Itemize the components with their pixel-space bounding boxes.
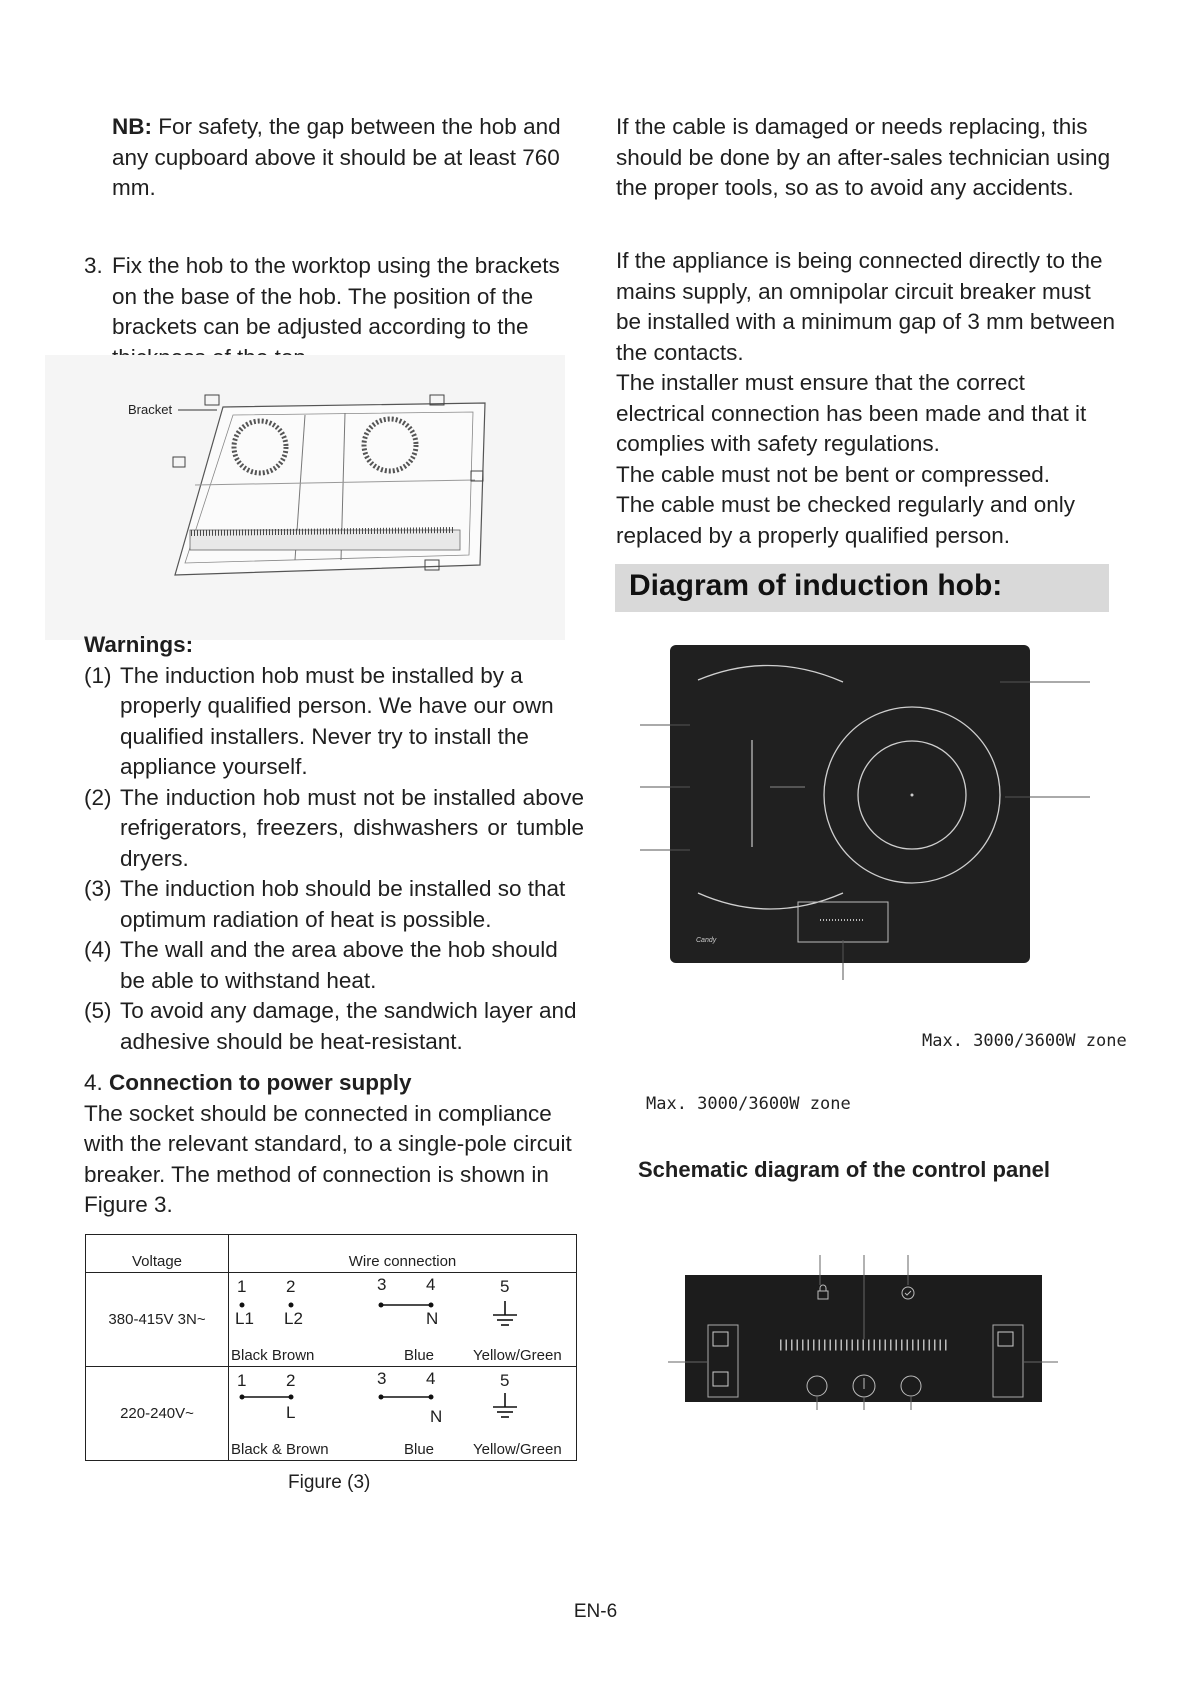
installer-text: The installer must ensure that the correct electrical connection has been made and that it complies with safety regulations. <box>616 370 1087 456</box>
wire-color-label: Yellow/Green <box>473 1347 562 1364</box>
nb-label: NB: <box>112 114 152 139</box>
warning-item <box>84 935 584 996</box>
wire-color-label: Yellow/Green <box>473 1441 562 1458</box>
terminal-number: 1 <box>237 1371 247 1390</box>
cable-paragraph <box>616 112 1116 204</box>
page-number: EN-6 <box>573 1601 618 1622</box>
warning-number: (3) <box>84 876 112 901</box>
terminal-l2: L2 <box>284 1309 303 1328</box>
mains-paragraphs <box>616 246 1116 551</box>
terminal-number: 5 <box>500 1277 510 1296</box>
bracket-label: Bracket <box>128 402 173 417</box>
bend-text: The cable must not be bent or compressed. <box>616 461 1050 487</box>
diagram-heading-box <box>615 564 1109 612</box>
warning-text: The induction hob should be installed so that optimum radiation of heat is possible. <box>120 876 566 932</box>
terminal-number: 5 <box>500 1371 510 1390</box>
warnings-title: Warnings: <box>84 632 194 657</box>
terminal-number: 4 <box>426 1369 436 1388</box>
step-4 <box>84 1068 584 1221</box>
warning-text: The induction hob must not be installed above refrigerators, freezers, dishwashers or tumble dryers. <box>120 784 584 871</box>
terminal-number: 3 <box>377 1369 387 1388</box>
diagram-heading: Diagram of induction hob: <box>629 569 1003 602</box>
voltage-header: Voltage <box>86 1235 229 1273</box>
warning-number: (5) <box>84 998 112 1023</box>
warnings-section <box>84 630 584 1057</box>
wire-color-label: Black & Brown <box>231 1441 329 1458</box>
voltage-220: 220-240V~ <box>86 1367 229 1461</box>
control-panel-diagram <box>668 1255 1058 1410</box>
step-4-title: Connection to power supply <box>109 1070 412 1095</box>
terminal-l: L <box>286 1403 296 1422</box>
terminal-number: 2 <box>286 1277 296 1296</box>
ground-icon <box>493 1393 517 1417</box>
hob-diagram <box>640 640 1100 985</box>
control-panel-heading: Schematic diagram of the control panel <box>638 1157 1050 1182</box>
nb-paragraph <box>84 112 584 204</box>
terminal-number: 2 <box>286 1371 296 1390</box>
warning-number: (2) <box>84 784 112 810</box>
check-text: The cable must be checked regularly and only replaced by a properly qualified person. <box>616 492 1076 548</box>
terminal-n: N <box>430 1407 443 1426</box>
wire-color-label: Blue <box>404 1347 435 1364</box>
terminal-number: 4 <box>426 1275 436 1294</box>
terminal-number: 3 <box>377 1275 387 1294</box>
warning-item <box>84 874 584 935</box>
wire-connection-table <box>85 1234 577 1461</box>
wire-header: Wire connection <box>229 1235 577 1273</box>
step-4-number: 4. <box>84 1070 103 1095</box>
warning-text: To avoid any damage, the sandwich layer and adhesive should be heat-resistant. <box>120 998 577 1054</box>
breaker-text: If the appliance is being connected directly to the mains supply, an omnipolar circuit breaker must be installed with a minimum gap of 3 mm between the contacts. <box>616 248 1115 365</box>
warning-text: The wall and the area above the hob should be able to withstand heat. <box>120 937 558 993</box>
terminal-n: N <box>426 1309 439 1328</box>
brand-logo: Candy <box>696 937 717 944</box>
nb-text: For safety, the gap between the hob and any cupboard above it should be at least 760 mm. <box>112 114 561 200</box>
warning-number: (1) <box>84 662 112 688</box>
bracket-illustration <box>45 355 565 640</box>
warning-item <box>84 996 584 1057</box>
warning-item <box>84 661 584 783</box>
wiring-220 <box>229 1367 577 1461</box>
wire-color-label: Blue <box>404 1441 435 1458</box>
wiring-380 <box>229 1273 577 1367</box>
warning-item <box>84 783 584 875</box>
warning-text: The induction hob must be installed by a properly qualified person. We have our own qualified installers. Never try to install the appliance yourself. <box>120 662 554 779</box>
zone-label-right: Max. 3000/3600W zone <box>922 1031 1127 1051</box>
step-3-number: 3. <box>84 253 103 278</box>
cable-text: If the cable is damaged or needs replacing, this should be done by an after-sales technician using the proper tools, so as to avoid any accidents. <box>616 114 1111 200</box>
ground-icon <box>493 1301 517 1325</box>
warning-number: (4) <box>84 937 112 962</box>
figure-caption: Figure (3) <box>288 1472 371 1493</box>
terminal-l1: L1 <box>235 1309 254 1328</box>
terminal-number: 1 <box>237 1277 247 1296</box>
voltage-380: 380-415V 3N~ <box>86 1273 229 1367</box>
step-4-text: The socket should be connected in compliance with the relevant standard, to a single-pole circuit breaker. The method of connection is shown in Figure 3. <box>84 1100 572 1217</box>
wire-color-label: Black Brown <box>231 1347 315 1364</box>
zone-label-left: Max. 3000/3600W zone <box>646 1094 851 1114</box>
step-3-text: Fix the hob to the worktop using the brackets on the base of the hob. The position of the brackets can be adjusted according to the <box>112 253 560 339</box>
